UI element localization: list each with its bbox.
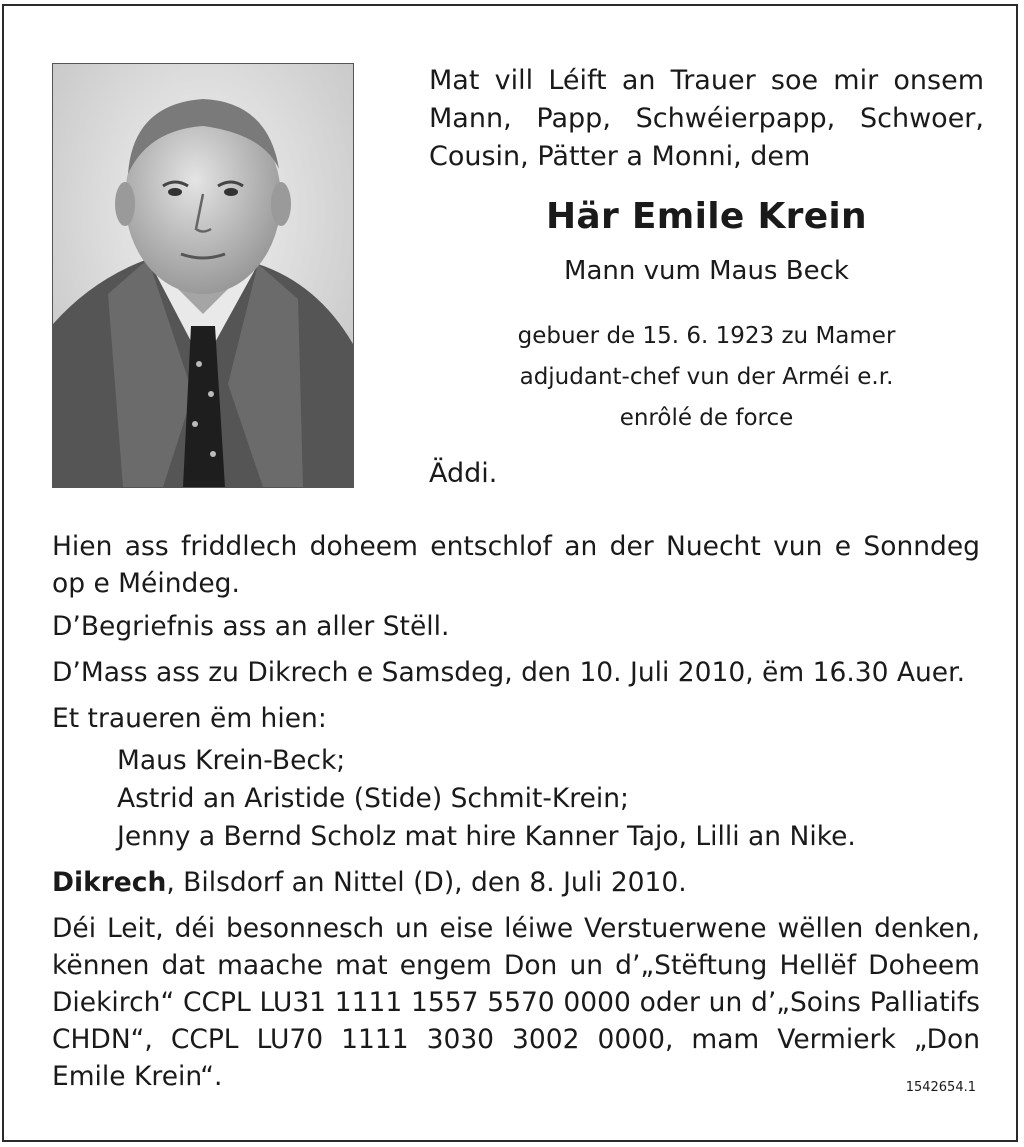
mourn-intro: Et traueren ëm hien:: [52, 703, 327, 734]
obituary-body: [52, 528, 980, 1104]
intro-line: Mat vill Léift an Trauer soe mir onsem: [429, 65, 984, 96]
portrait-photo: [52, 63, 354, 488]
obituary-frame: [2, 4, 1018, 1142]
deceased-name: Här Emile Krein: [546, 196, 867, 237]
mourner-item: Maus Krein-Beck;: [117, 745, 346, 776]
place-date: [52, 864, 980, 901]
deceased-subtitle: Mann vum Maus Beck: [564, 256, 849, 286]
death-line: op e Méindeg.: [52, 568, 240, 599]
donation-paragraph: [52, 910, 980, 1095]
mourner-item: Jenny a Bernd Scholz mat hire Kanner Tajo, Lilli an Nike.: [117, 821, 856, 852]
deceased-details: [429, 316, 984, 439]
detail-birth: gebuer de 15. 6. 1923 zu Mamer: [517, 323, 896, 349]
portrait-illustration: [53, 64, 353, 487]
detail-rank: adjudant-chef vun der Arméi e.r.: [519, 364, 894, 390]
place-date-rest: , Bilsdorf an Nittel (D), den 8. Juli 2010.: [166, 867, 687, 898]
farewell-text: Äddi.: [429, 458, 498, 489]
intro-text: [429, 62, 984, 176]
donation-line: kënnen dat maache mat engem Don un d’„Stëftung Hellëf Doheem: [52, 950, 980, 981]
intro-line: Mann, Papp, Schwéierpapp, Schwoer,: [429, 103, 984, 134]
mourner-item: Astrid an Aristide (Stide) Schmit-Krein;: [117, 783, 629, 814]
death-line: Hien ass friddlech doheem entschlof an der Nuecht vun e Sonndeg: [52, 531, 980, 562]
donation-line: Emile Krein“.: [52, 1061, 223, 1092]
donation-line: CHDN“, CCPL LU70 1111 3030 3002 0000, mam Vermierk „Don: [52, 1024, 980, 1055]
place-name: Dikrech: [52, 867, 167, 898]
intro-line: Cousin, Pätter a Monni, dem: [429, 141, 811, 172]
mourners-list: [117, 742, 980, 856]
burial-paragraph: D’Begriefnis ass an aller Stëll.: [52, 611, 450, 642]
mass-paragraph: D’Mass ass zu Dikrech e Samsdeg, den 10. Juli 2010, ëm 16.30 Auer.: [52, 657, 965, 688]
reference-number: 1542654.1: [905, 1080, 976, 1095]
donation-line: Diekirch“ CCPL LU31 1111 1557 5570 0000 oder un d’„Soins Palliatifs: [52, 987, 980, 1018]
donation-line: Déi Leit, déi besonnesch un eise léiwe Verstuerwene wëllen denken,: [52, 913, 980, 944]
death-paragraph: [52, 528, 980, 602]
detail-enrolled: enrôlé de force: [619, 405, 794, 431]
